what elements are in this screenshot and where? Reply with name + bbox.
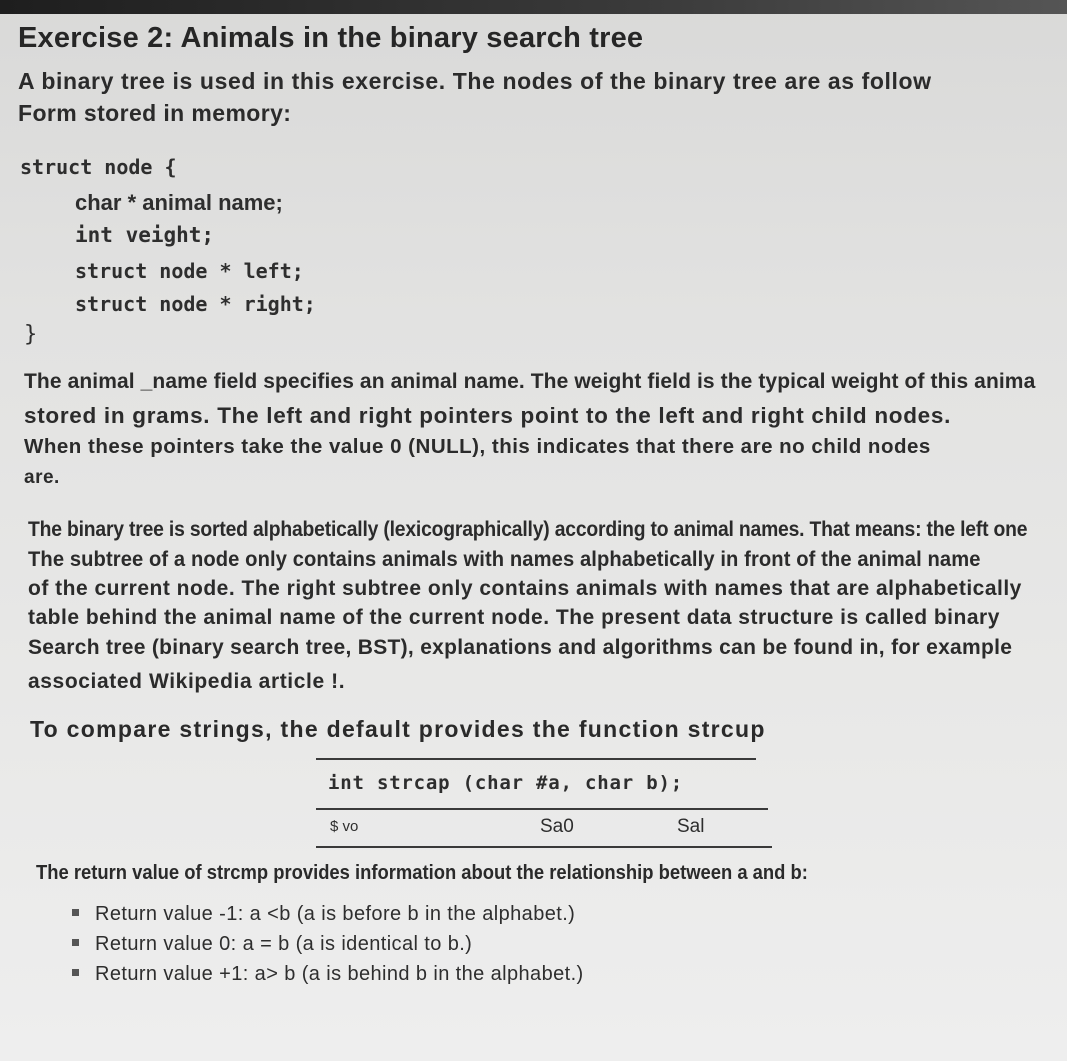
bullet-square-icon	[72, 909, 79, 916]
paragraph-3-line-1: The binary tree is sorted alphabetically (lexicographically) according to animal names. That means: the left one	[28, 518, 1028, 541]
intro-line-2: Form stored in memory:	[18, 100, 292, 126]
paragraph-2-line-2: stored in grams. The left and right pointers point to the left and right child nodes.	[24, 403, 952, 428]
table-middle-rule	[316, 808, 768, 810]
list-item	[72, 933, 584, 963]
struct-field-left: struct node * left;	[75, 259, 304, 283]
struct-close-brace: }	[24, 322, 38, 347]
bullet-square-icon	[72, 939, 79, 946]
document-page	[0, 10, 1067, 1061]
list-item-text: Return value 0: a = b (a is identical to b.)	[95, 933, 473, 955]
list-item-text: Return value +1: a> b (a is behind b in the alphabet.)	[95, 963, 584, 985]
table-top-rule	[316, 758, 756, 760]
struct-field-right: struct node * right;	[75, 292, 316, 316]
struct-field-animal-name: char * animal name;	[75, 190, 283, 215]
bullet-square-icon	[72, 969, 79, 976]
struct-open-line: struct node {	[20, 155, 177, 179]
list-item	[72, 963, 584, 993]
table-bottom-rule	[316, 846, 772, 848]
paragraph-2-line-1: The animal _name field specifies an animal name. The weight field is the typical weight of this anima	[24, 370, 1036, 393]
list-item	[72, 903, 584, 933]
paragraph-3-line-4: table behind the animal name of the current node. The present data structure is called binary	[28, 606, 1000, 629]
exercise-title: Exercise 2: Animals in the binary search tree	[18, 22, 644, 54]
paragraph-2-line-3: When these pointers take the value 0 (NULL), this indicates that there are no child nodes	[24, 435, 931, 458]
list-item-text: Return value -1: a <b (a is before b in the alphabet.)	[95, 903, 576, 925]
paragraph-3-line-3: of the current node. The right subtree only contains animals with names that are alphabetically	[28, 577, 1022, 600]
compare-strings-line: To compare strings, the default provides the function strcup	[30, 716, 766, 742]
return-cell-1: $ vo	[330, 818, 359, 835]
return-cell-3: Sal	[677, 816, 705, 837]
function-signature: int strcap (char #a, char b);	[328, 772, 683, 794]
paragraph-3-line-6: associated Wikipedia article !.	[28, 670, 346, 693]
paragraph-2-line-4: are.	[24, 467, 60, 488]
return-value-list	[72, 903, 584, 993]
intro-line-1: A binary tree is used in this exercise. The nodes of the binary tree are as follow	[18, 68, 932, 94]
return-value-intro: The return value of strcmp provides information about the relationship between a and b:	[36, 862, 808, 884]
paragraph-3-line-5: Search tree (binary search tree, BST), explanations and algorithms can be found in, for example	[28, 636, 1013, 659]
paragraph-3-line-2: The subtree of a node only contains animals with names alphabetically in front of the animal name	[28, 548, 981, 571]
struct-field-weight: int veight;	[75, 223, 215, 247]
return-cell-2: Sa0	[540, 816, 574, 837]
